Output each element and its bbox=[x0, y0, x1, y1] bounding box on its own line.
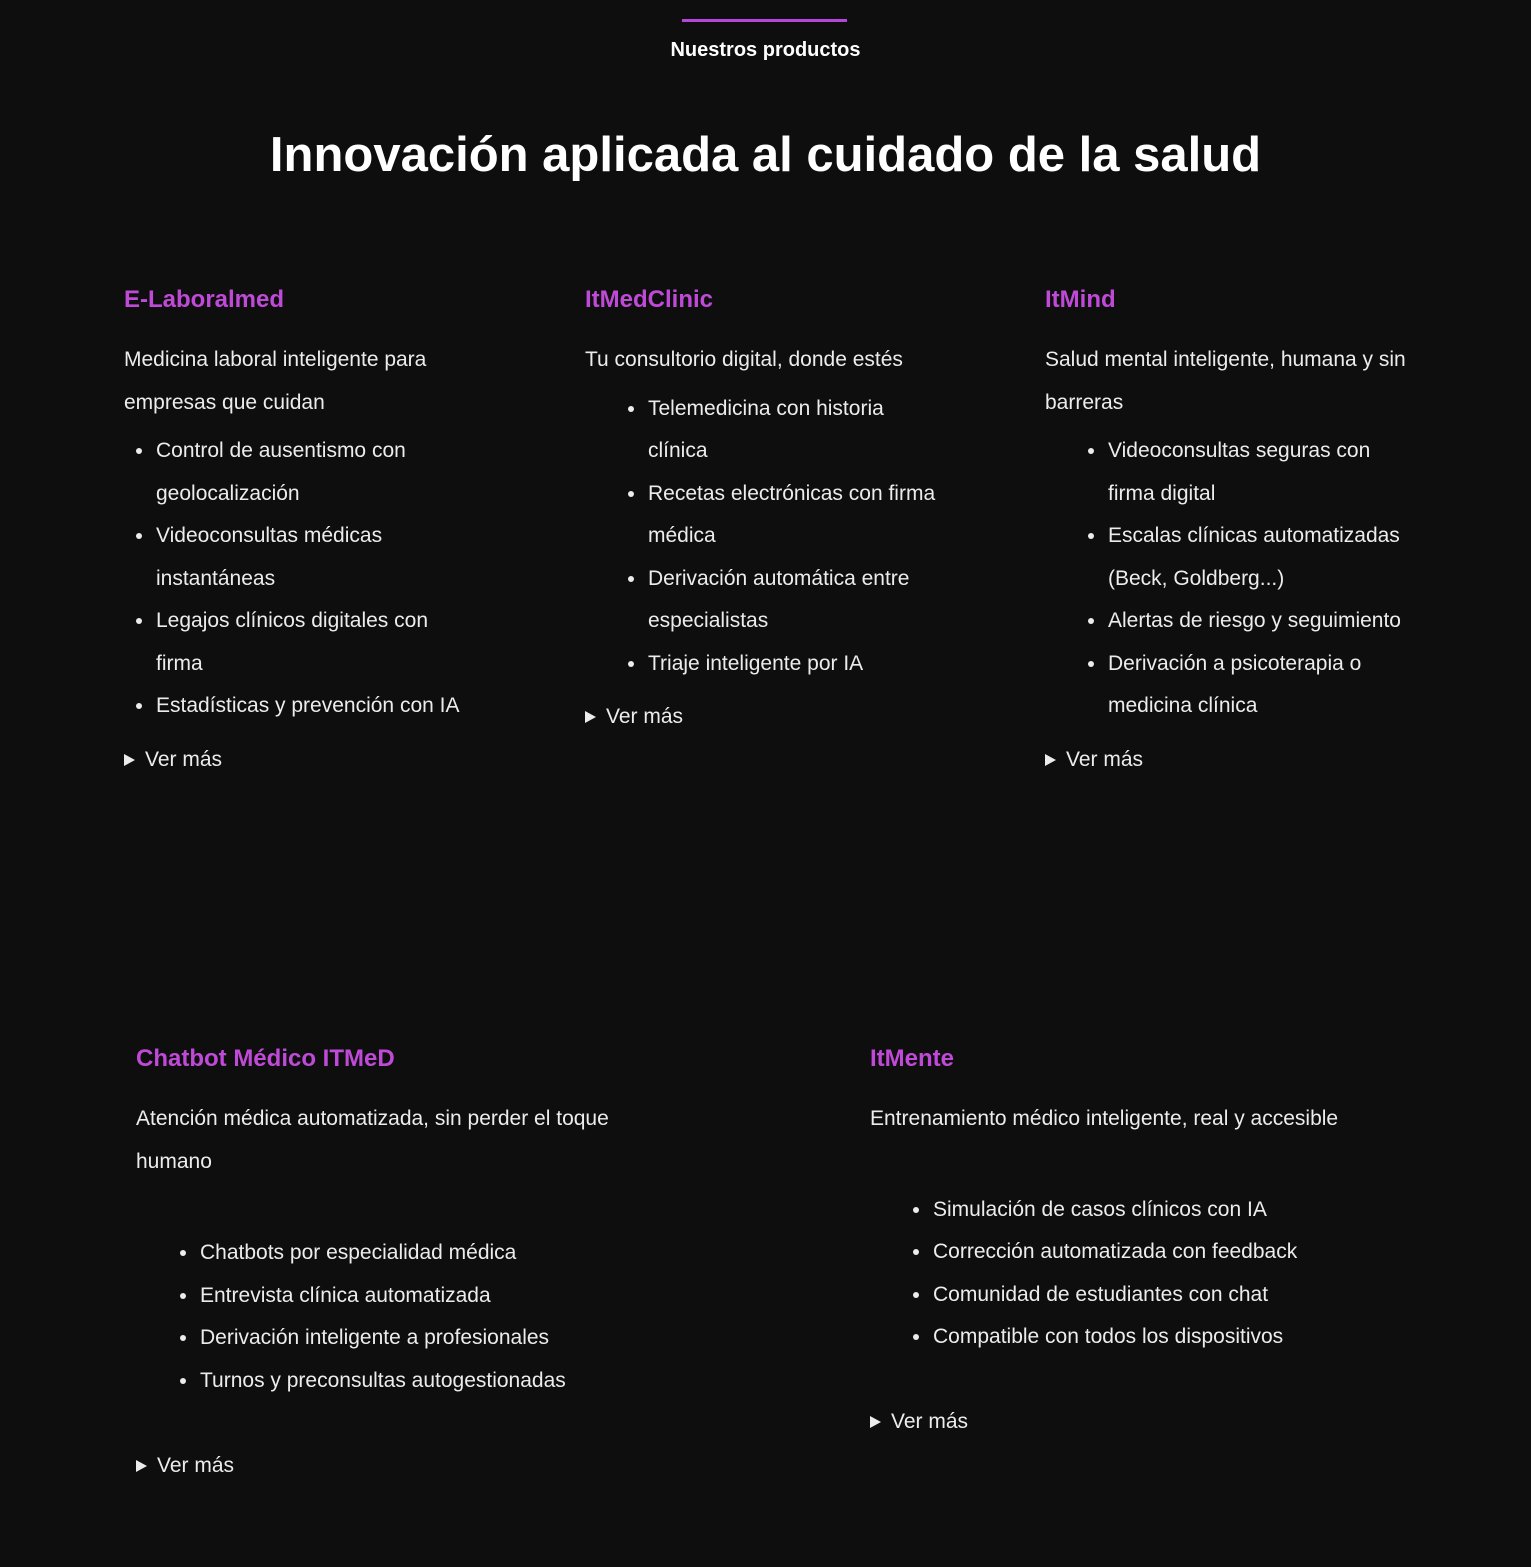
ver-mas-toggle[interactable] bbox=[136, 1451, 676, 1481]
feature-list bbox=[136, 1232, 676, 1402]
feature-item: Derivación automática entre especialistas bbox=[648, 558, 945, 643]
product-subtitle: Tu consultorio digital, donde estés bbox=[585, 348, 903, 371]
feature-item: Legajos clínicos digitales con firma bbox=[156, 600, 469, 685]
feature-item: Recetas electrónicas con firma médica bbox=[648, 473, 945, 558]
feature-item: Corrección automatizada con feedback bbox=[933, 1231, 1410, 1274]
feature-item: Triaje inteligente por IA bbox=[648, 643, 945, 686]
ver-mas-label: Ver más bbox=[891, 1409, 969, 1433]
ver-mas-toggle[interactable] bbox=[124, 745, 469, 775]
ver-mas-label: Ver más bbox=[606, 705, 684, 728]
product-name: Chatbot Médico ITMeD bbox=[136, 1045, 395, 1072]
feature-item: Alertas de riesgo y seguimiento bbox=[1108, 600, 1415, 643]
product-card-itmente bbox=[870, 1044, 1410, 1437]
product-card-e-laboralmed bbox=[124, 285, 469, 775]
feature-list bbox=[124, 430, 469, 728]
feature-item: Escalas clínicas automatizadas (Beck, Goldberg...) bbox=[1108, 515, 1415, 600]
feature-item: Turnos y preconsultas autogestionadas bbox=[200, 1360, 676, 1403]
product-name: ItMente bbox=[870, 1045, 954, 1072]
product-name: E-Laboralmed bbox=[124, 286, 285, 313]
feature-item: Control de ausentismo con geolocalización bbox=[156, 430, 469, 515]
feature-item: Simulación de casos clínicos con IA bbox=[933, 1189, 1410, 1232]
feature-item: Comunidad de estudiantes con chat bbox=[933, 1274, 1410, 1317]
feature-item: Entrevista clínica automatizada bbox=[200, 1275, 676, 1318]
section-title: Innovación aplicada al cuidado de la salud bbox=[269, 128, 1262, 182]
ver-mas-toggle[interactable] bbox=[585, 702, 945, 732]
feature-item: Videoconsultas seguras con firma digital bbox=[1108, 430, 1415, 515]
feature-item: Estadísticas y prevención con IA bbox=[156, 685, 469, 728]
disclosure-triangle-icon bbox=[136, 1460, 147, 1472]
product-name: ItMind bbox=[1045, 286, 1116, 313]
feature-item: Derivación a psicoterapia o medicina clínica bbox=[1108, 643, 1415, 728]
product-subtitle: Medicina laboral inteligente para empresas que cuidan bbox=[124, 348, 427, 414]
product-card-itmedclinic bbox=[585, 285, 945, 732]
disclosure-triangle-icon bbox=[870, 1416, 881, 1428]
ver-mas-label: Ver más bbox=[145, 747, 223, 771]
feature-item: Chatbots por especialidad médica bbox=[200, 1232, 676, 1275]
product-subtitle: Salud mental inteligente, humana y sin barreras bbox=[1045, 348, 1406, 414]
disclosure-triangle-icon bbox=[124, 754, 135, 766]
feature-item: Videoconsultas médicas instantáneas bbox=[156, 515, 469, 600]
section-eyebrow: Nuestros productos bbox=[670, 39, 861, 61]
product-card-chatbot-medico bbox=[136, 1044, 676, 1481]
feature-list bbox=[1045, 430, 1415, 728]
disclosure-triangle-icon bbox=[585, 711, 596, 723]
product-name: ItMedClinic bbox=[585, 286, 714, 313]
product-card-itmind bbox=[1045, 285, 1415, 775]
product-subtitle: Entrenamiento médico inteligente, real y accesible bbox=[870, 1107, 1339, 1130]
feature-item: Compatible con todos los dispositivos bbox=[933, 1316, 1410, 1359]
ver-mas-label: Ver más bbox=[157, 1454, 235, 1477]
feature-list bbox=[585, 388, 945, 686]
ver-mas-label: Ver más bbox=[1066, 747, 1144, 771]
feature-list bbox=[870, 1189, 1410, 1359]
ver-mas-toggle[interactable] bbox=[870, 1407, 1410, 1437]
feature-item: Derivación inteligente a profesionales bbox=[200, 1317, 676, 1360]
eyebrow-accent-line bbox=[682, 19, 847, 22]
feature-item: Telemedicina con historia clínica bbox=[648, 388, 945, 473]
disclosure-triangle-icon bbox=[1045, 754, 1056, 766]
ver-mas-toggle[interactable] bbox=[1045, 745, 1415, 775]
product-subtitle: Atención médica automatizada, sin perder el toque humano bbox=[136, 1107, 609, 1173]
